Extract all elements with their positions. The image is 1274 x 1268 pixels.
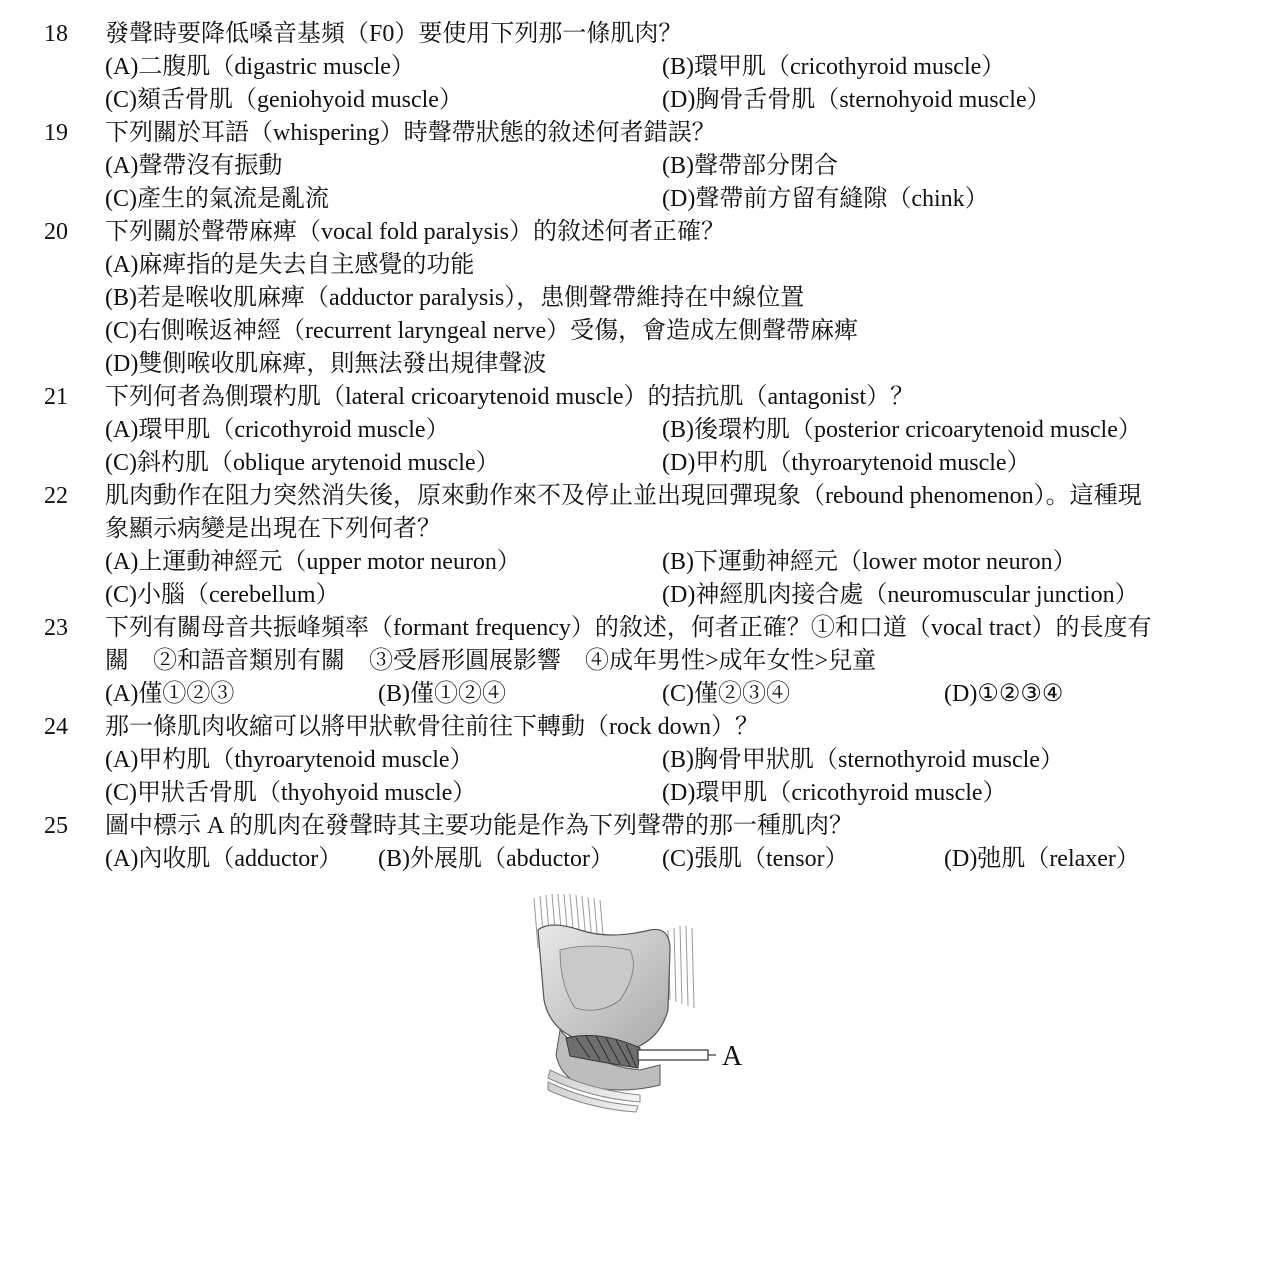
option-a: (A)二腹肌（digastric muscle） — [105, 54, 415, 80]
question-stem: 肌肉動作在阻力突然消失後，原來動作來不及停止並出現回彈現象（rebound phenomenon）。這種現 — [105, 483, 1142, 509]
option-d: (D)①②③④ — [944, 681, 1064, 707]
question-number: 20 — [44, 219, 68, 245]
option-b: (B)聲帶部分閉合 — [662, 153, 838, 179]
option-b: (B)僅①②④ — [378, 681, 506, 707]
option-b: (B)下運動神經元（lower motor neuron） — [662, 549, 1077, 575]
option-c: (C)斜杓肌（oblique arytenoid muscle） — [105, 450, 500, 476]
question-number: 22 — [44, 483, 68, 509]
option-b: (B)環甲肌（cricothyroid muscle） — [662, 54, 1006, 80]
question-stem: 那一條肌肉收縮可以將甲狀軟骨往前往下轉動（rock down）？ — [105, 714, 759, 740]
option-c: (C)甲狀舌骨肌（thyohyoid muscle） — [105, 780, 477, 806]
option-b: (B)若是喉收肌麻痺（adductor paralysis），患側聲帶維持在中線位置 — [105, 285, 805, 311]
option-c: (C)小腦（cerebellum） — [105, 582, 340, 608]
option-c: (C)僅②③④ — [662, 681, 790, 707]
option-d: (D)雙側喉收肌麻痺，則無法發出規律聲波 — [105, 351, 547, 377]
question-stem: 圖中標示 A 的肌肉在發聲時其主要功能是作為下列聲帶的那一種肌肉？ — [105, 813, 854, 839]
question-number: 21 — [44, 384, 68, 410]
option-d: (D)甲杓肌（thyroarytenoid muscle） — [662, 450, 1031, 476]
question-number: 18 — [44, 21, 68, 47]
option-b: (B)後環杓肌（posterior cricoarytenoid muscle） — [662, 417, 1142, 443]
side-fibers — [668, 926, 694, 1008]
option-c: (C)產生的氣流是亂流 — [105, 186, 329, 212]
question-number: 23 — [44, 615, 68, 641]
option-c: (C)頦舌骨肌（geniohyoid muscle） — [105, 87, 463, 113]
question-stem: 下列有關母音共振峰頻率（formant frequency）的敘述，何者正確？①和口道（vocal tract）的長度有 — [105, 615, 1152, 641]
option-a: (A)僅①②③ — [105, 681, 235, 707]
question-number: 24 — [44, 714, 68, 740]
question-stem: 下列關於耳語（whispering）時聲帶狀態的敘述何者錯誤？ — [105, 120, 716, 146]
option-a: (A)甲杓肌（thyroarytenoid muscle） — [105, 747, 474, 773]
option-b: (B)外展肌（abductor） — [378, 846, 614, 872]
option-a: (A)聲帶沒有振動 — [105, 153, 283, 179]
option-d: (D)弛肌（relaxer） — [944, 846, 1140, 872]
option-a: (A)環甲肌（cricothyroid muscle） — [105, 417, 450, 443]
larynx-drawing — [520, 890, 760, 1120]
option-d: (D)胸骨舌骨肌（sternohyoid muscle） — [662, 87, 1051, 113]
option-d: (D)神經肌肉接合處（neuromuscular junction） — [662, 582, 1139, 608]
question-stem-continued: 象顯示病變是出現在下列何者？ — [105, 516, 441, 542]
option-a: (A)內收肌（adductor） — [105, 846, 343, 872]
option-d: (D)環甲肌（cricothyroid muscle） — [662, 780, 1007, 806]
option-a: (A)麻痺指的是失去自主感覺的功能 — [105, 252, 475, 278]
question-stem: 下列關於聲帶麻痺（vocal fold paralysis）的敘述何者正確？ — [105, 219, 725, 245]
question-stem: 發聲時要降低嗓音基頻（F0）要使用下列那一條肌肉？ — [105, 21, 683, 47]
larynx-illustration — [520, 890, 760, 1120]
option-a: (A)上運動神經元（upper motor neuron） — [105, 549, 521, 575]
question-stem-continued: 關 ②和語音類別有關 ③受唇形圓展影響 ④成年男性>成年女性>兒童 — [105, 648, 877, 674]
label-pointer — [638, 1050, 708, 1060]
option-c: (C)右側喉返神經（recurrent laryngeal nerve）受傷，會造成左側聲帶麻痺 — [105, 318, 859, 344]
question-number: 19 — [44, 120, 68, 146]
question-number: 25 — [44, 813, 68, 839]
option-b: (B)胸骨甲狀肌（sternothyroid muscle） — [662, 747, 1064, 773]
option-c: (C)張肌（tensor） — [662, 846, 849, 872]
label-a: A — [722, 1041, 743, 1072]
question-stem: 下列何者為側環杓肌（lateral cricoarytenoid muscle）的拮抗肌（antagonist）？ — [105, 384, 915, 410]
option-d: (D)聲帶前方留有縫隙（chink） — [662, 186, 989, 212]
